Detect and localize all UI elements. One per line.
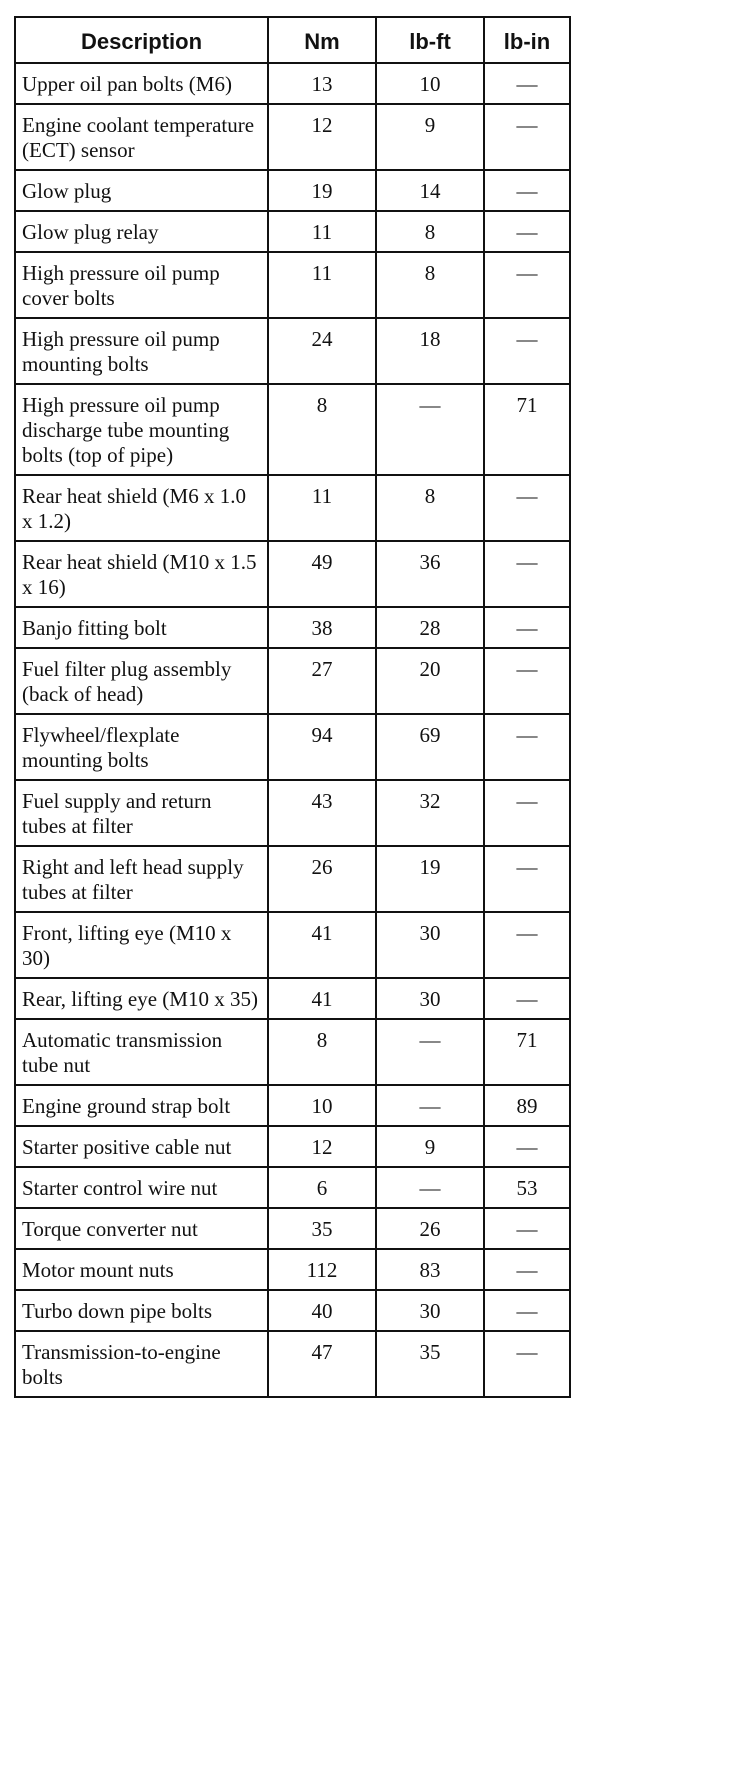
table-row <box>15 211 570 252</box>
cell-description: Front, lifting eye (M10 x 30) <box>15 912 268 978</box>
column-header-lb-in: lb-in <box>484 17 570 63</box>
cell-lb-ft: 14 <box>376 170 484 211</box>
cell-nm: 40 <box>268 1290 376 1331</box>
cell-lb-ft: 20 <box>376 648 484 714</box>
cell-description: Glow plug relay <box>15 211 268 252</box>
cell-description: Glow plug <box>15 170 268 211</box>
cell-lb-ft: 10 <box>376 63 484 104</box>
cell-nm: 35 <box>268 1208 376 1249</box>
cell-lb-in: 71 <box>484 384 570 475</box>
cell-lb-ft: 19 <box>376 846 484 912</box>
cell-lb-in: — <box>484 978 570 1019</box>
cell-description: Fuel filter plug assembly (back of head) <box>15 648 268 714</box>
cell-nm: 10 <box>268 1085 376 1126</box>
cell-lb-in: — <box>484 63 570 104</box>
cell-description: Rear heat shield (M6 x 1.0 x 1.2) <box>15 475 268 541</box>
cell-description: High pressure oil pump mounting bolts <box>15 318 268 384</box>
cell-lb-in: — <box>484 475 570 541</box>
cell-lb-in: 53 <box>484 1167 570 1208</box>
table-row <box>15 252 570 318</box>
cell-nm: 43 <box>268 780 376 846</box>
column-header-description: Description <box>15 17 268 63</box>
column-header-lb-ft: lb-ft <box>376 17 484 63</box>
cell-description: Fuel supply and return tubes at filter <box>15 780 268 846</box>
cell-lb-ft: 32 <box>376 780 484 846</box>
column-header-nm: Nm <box>268 17 376 63</box>
table-row <box>15 1126 570 1167</box>
cell-nm: 41 <box>268 978 376 1019</box>
cell-description: Banjo fitting bolt <box>15 607 268 648</box>
cell-lb-ft: — <box>376 384 484 475</box>
table-row <box>15 384 570 475</box>
header-row <box>15 17 570 63</box>
cell-lb-in: — <box>484 846 570 912</box>
table-row <box>15 318 570 384</box>
cell-description: Automatic transmission tube nut <box>15 1019 268 1085</box>
cell-nm: 6 <box>268 1167 376 1208</box>
table-row <box>15 607 570 648</box>
table-row <box>15 714 570 780</box>
cell-description: Flywheel/flexplate mounting bolts <box>15 714 268 780</box>
cell-lb-ft: 8 <box>376 211 484 252</box>
cell-nm: 12 <box>268 104 376 170</box>
cell-nm: 13 <box>268 63 376 104</box>
cell-lb-in: — <box>484 780 570 846</box>
table-row <box>15 541 570 607</box>
cell-nm: 47 <box>268 1331 376 1397</box>
cell-lb-ft: 30 <box>376 1290 484 1331</box>
cell-lb-in: — <box>484 211 570 252</box>
table-row <box>15 1167 570 1208</box>
cell-lb-in: — <box>484 648 570 714</box>
cell-nm: 27 <box>268 648 376 714</box>
table-row <box>15 1290 570 1331</box>
cell-nm: 41 <box>268 912 376 978</box>
cell-description: Starter control wire nut <box>15 1167 268 1208</box>
cell-nm: 8 <box>268 384 376 475</box>
cell-lb-in: — <box>484 1208 570 1249</box>
cell-lb-ft: — <box>376 1019 484 1085</box>
cell-description: High pressure oil pump cover bolts <box>15 252 268 318</box>
cell-description: High pressure oil pump discharge tube mounting bolts (top of pipe) <box>15 384 268 475</box>
cell-lb-ft: 30 <box>376 978 484 1019</box>
cell-nm: 12 <box>268 1126 376 1167</box>
cell-nm: 38 <box>268 607 376 648</box>
cell-description: Starter positive cable nut <box>15 1126 268 1167</box>
cell-lb-ft: 9 <box>376 104 484 170</box>
cell-lb-in: — <box>484 104 570 170</box>
cell-nm: 11 <box>268 211 376 252</box>
cell-lb-in: — <box>484 607 570 648</box>
table-row <box>15 1019 570 1085</box>
cell-lb-in: — <box>484 912 570 978</box>
cell-description: Turbo down pipe bolts <box>15 1290 268 1331</box>
cell-lb-ft: — <box>376 1167 484 1208</box>
cell-lb-in: — <box>484 1290 570 1331</box>
cell-lb-ft: 83 <box>376 1249 484 1290</box>
cell-lb-ft: 18 <box>376 318 484 384</box>
cell-lb-in: — <box>484 714 570 780</box>
cell-lb-ft: 28 <box>376 607 484 648</box>
cell-description: Right and left head supply tubes at filter <box>15 846 268 912</box>
cell-description: Engine coolant temperature (ECT) sensor <box>15 104 268 170</box>
cell-nm: 8 <box>268 1019 376 1085</box>
table-row <box>15 104 570 170</box>
cell-lb-in: — <box>484 170 570 211</box>
cell-nm: 49 <box>268 541 376 607</box>
cell-lb-ft: 69 <box>376 714 484 780</box>
cell-description: Rear heat shield (M10 x 1.5 x 16) <box>15 541 268 607</box>
table-row <box>15 1331 570 1397</box>
cell-nm: 26 <box>268 846 376 912</box>
cell-nm: 19 <box>268 170 376 211</box>
table-row <box>15 475 570 541</box>
cell-lb-in: 71 <box>484 1019 570 1085</box>
cell-lb-in: — <box>484 252 570 318</box>
cell-description: Motor mount nuts <box>15 1249 268 1290</box>
table-row <box>15 1085 570 1126</box>
cell-lb-in: 89 <box>484 1085 570 1126</box>
cell-description: Torque converter nut <box>15 1208 268 1249</box>
cell-description: Transmission-to-engine bolts <box>15 1331 268 1397</box>
cell-lb-ft: 26 <box>376 1208 484 1249</box>
table-row <box>15 1208 570 1249</box>
cell-nm: 11 <box>268 475 376 541</box>
cell-description: Rear, lifting eye (M10 x 35) <box>15 978 268 1019</box>
cell-lb-in: — <box>484 318 570 384</box>
cell-lb-in: — <box>484 1331 570 1397</box>
cell-lb-ft: 36 <box>376 541 484 607</box>
table-row <box>15 912 570 978</box>
table-row <box>15 846 570 912</box>
cell-lb-ft: 8 <box>376 252 484 318</box>
cell-lb-in: — <box>484 541 570 607</box>
cell-nm: 112 <box>268 1249 376 1290</box>
cell-description: Engine ground strap bolt <box>15 1085 268 1126</box>
cell-lb-in: — <box>484 1249 570 1290</box>
table-row <box>15 170 570 211</box>
torque-spec-sheet <box>14 16 571 1398</box>
cell-description: Upper oil pan bolts (M6) <box>15 63 268 104</box>
cell-nm: 94 <box>268 714 376 780</box>
torque-spec-table <box>14 16 571 1398</box>
cell-nm: 11 <box>268 252 376 318</box>
cell-nm: 24 <box>268 318 376 384</box>
cell-lb-ft: 9 <box>376 1126 484 1167</box>
cell-lb-in: — <box>484 1126 570 1167</box>
table-row <box>15 648 570 714</box>
table-row <box>15 63 570 104</box>
cell-lb-ft: 30 <box>376 912 484 978</box>
table-row <box>15 780 570 846</box>
table-row <box>15 1249 570 1290</box>
table-row <box>15 978 570 1019</box>
cell-lb-ft: 8 <box>376 475 484 541</box>
cell-lb-ft: — <box>376 1085 484 1126</box>
cell-lb-ft: 35 <box>376 1331 484 1397</box>
